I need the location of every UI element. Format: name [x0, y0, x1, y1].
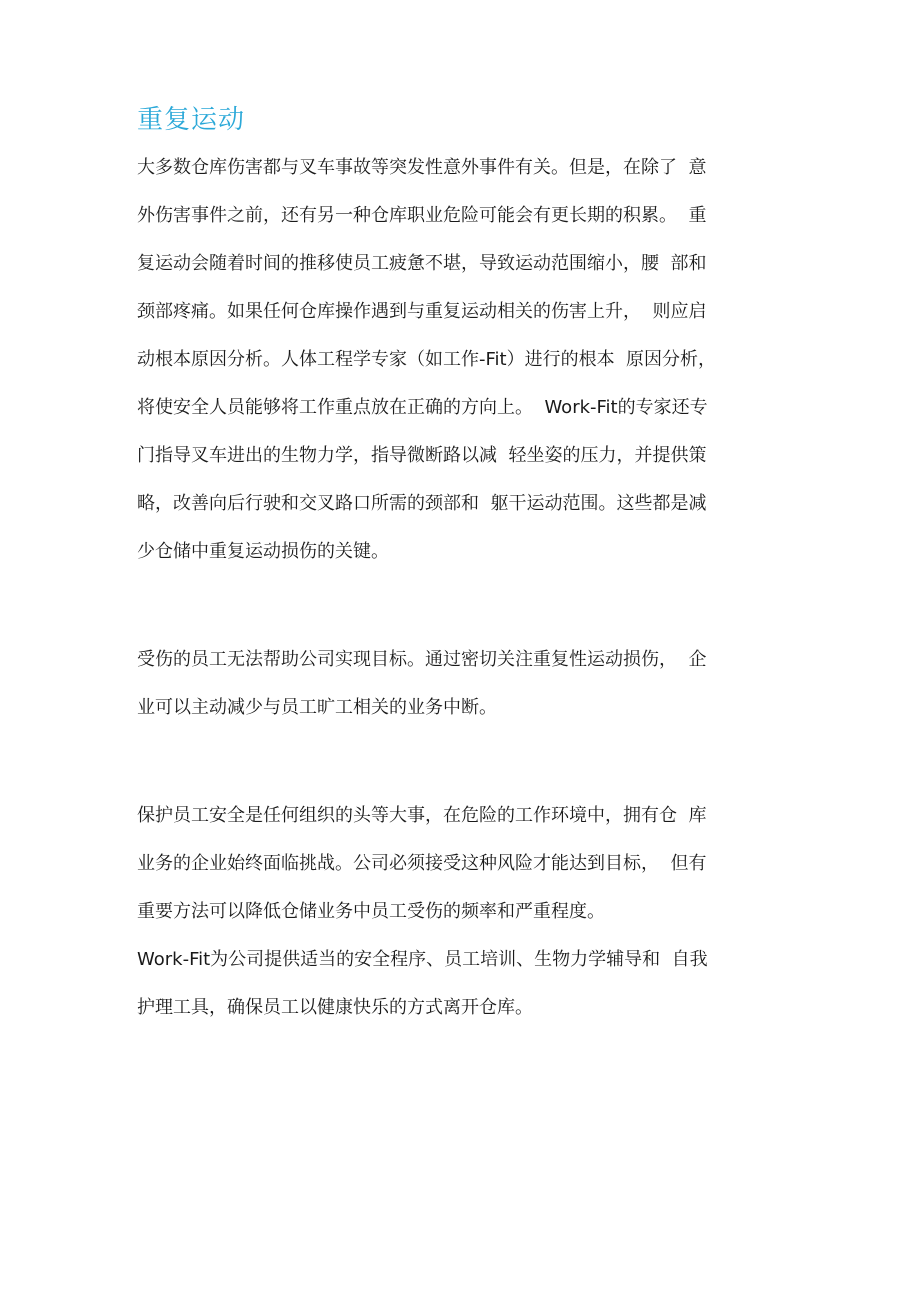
paragraph-injured-employees	[137, 636, 777, 732]
section-title: 重复运动	[137, 105, 246, 135]
text-line: 复运动会随着时间的推移使员工疲惫不堪，导致运动范围缩小，腰 部和	[137, 253, 707, 274]
text-line: 重要方法可以降低仓储业务中员工受伤的频率和严重程度。	[137, 901, 605, 922]
text-line: 业可以主动减少与员工旷工相关的业务中断。	[137, 697, 497, 718]
text-line: 保护员工安全是任何组织的头等大事，在危险的工作环境中，拥有仓 库	[137, 805, 707, 826]
text-line: 少仓储中重复运动损伤的关键。	[137, 541, 389, 562]
text-line: 业务的企业始终面临挑战。公司必须接受这种风险才能达到目标， 但有	[137, 853, 707, 874]
text-line: Work-Fit为公司提供适当的安全程序、员工培训、生物力学辅导和 自我	[137, 949, 708, 970]
paragraph-employee-safety	[137, 792, 777, 1032]
text-line: 大多数仓库伤害都与叉车事故等突发性意外事件有关。但是，在除了 意	[137, 157, 707, 178]
text-line: 外伤害事件之前，还有另一种仓库职业危险可能会有更长期的积累。 重	[137, 205, 707, 226]
text-line: 动根本原因分析。人体工程学专家（如工作-Fit）进行的根本 原因分析，	[137, 349, 717, 370]
paragraph-repetitive-motion	[137, 144, 777, 576]
text-line: 受伤的员工无法帮助公司实现目标。通过密切关注重复性运动损伤， 企	[137, 649, 707, 670]
text-line: 略，改善向后行驶和交叉路口所需的颈部和 躯干运动范围。这些都是减	[137, 493, 707, 514]
text-line: 护理工具，确保员工以健康快乐的方式离开仓库。	[137, 997, 533, 1018]
text-line: 将使安全人员能够将工作重点放在正确的方向上。 Work-Fit的专家还专	[137, 397, 708, 418]
text-line: 门指导叉车进出的生物力学，指导微断路以减 轻坐姿的压力，并提供策	[137, 445, 707, 466]
text-line: 颈部疼痛。如果任何仓库操作遇到与重复运动相关的伤害上升， 则应启	[137, 301, 707, 322]
